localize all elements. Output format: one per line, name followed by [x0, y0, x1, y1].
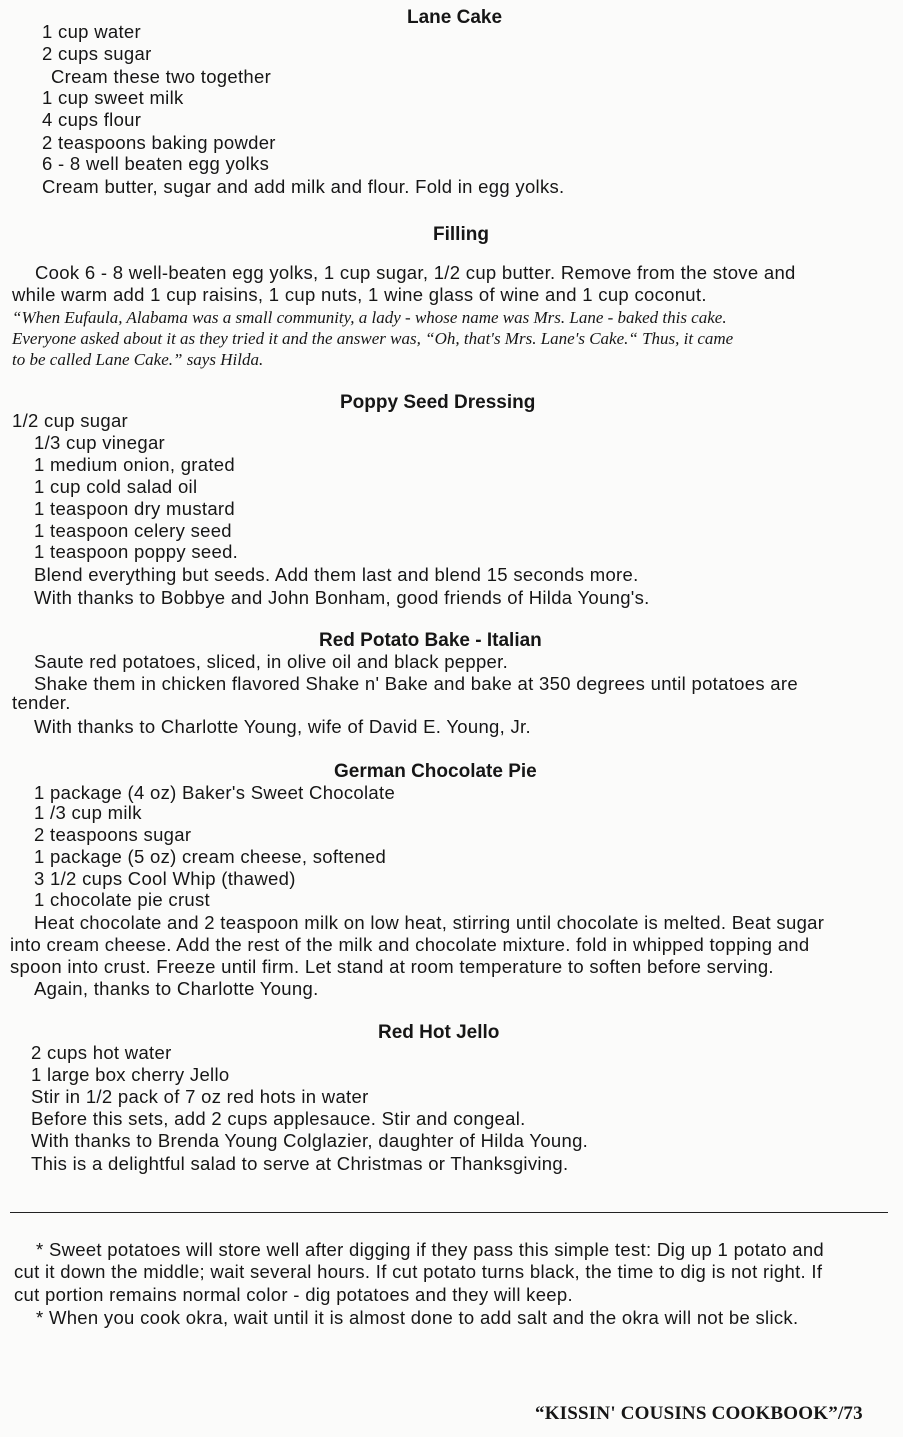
tip-line: cut it down the middle; wait several hours. If cut potato turns black, the time to dig is not right. If — [14, 1261, 823, 1282]
instruction-line: tender. — [12, 692, 71, 713]
instruction-line: Before this sets, add 2 cups applesauce. Stir and congeal. — [31, 1108, 526, 1129]
quote-line: Everyone asked about it as they tried it and the answer was, “Oh, that's Mrs. Lane's Cake.“ Thus, it came — [12, 329, 734, 348]
recipe-title-german-chocolate-pie: German Chocolate Pie — [334, 761, 537, 782]
ingredient-line: 1 package (4 oz) Baker's Sweet Chocolate — [34, 782, 396, 803]
ingredient-line: 1 cup cold salad oil — [34, 476, 198, 497]
tip-line: cut portion remains normal color - dig potatoes and they will keep. — [14, 1284, 573, 1305]
ingredient-line: 1 teaspoon poppy seed. — [34, 541, 239, 562]
ingredient-line: 6 - 8 well beaten egg yolks — [42, 153, 270, 174]
instruction-line: spoon into crust. Freeze until firm. Let stand at room temperature to soften before serving. — [10, 956, 774, 977]
instruction-line: Heat chocolate and 2 teaspoon milk on low heat, stirring until chocolate is melted. Beat sugar — [34, 912, 825, 933]
recipe-title-red-potato-bake: Red Potato Bake - Italian — [319, 630, 542, 651]
instruction-line: Shake them in chicken flavored Shake n' Bake and bake at 350 degrees until potatoes are — [34, 673, 798, 694]
recipe-title-filling: Filling — [433, 224, 489, 245]
ingredient-line: 3 1/2 cups Cool Whip (thawed) — [34, 868, 296, 889]
ingredient-line: 1 large box cherry Jello — [31, 1064, 230, 1085]
instruction-line: Cook 6 - 8 well-beaten egg yolks, 1 cup sugar, 1/2 cup butter. Remove from the stove and — [35, 262, 796, 283]
tip-line: * Sweet potatoes will store well after digging if they pass this simple test: Dig up 1 potato and — [36, 1239, 825, 1260]
instruction-line: Saute red potatoes, sliced, in olive oil and black pepper. — [34, 651, 509, 672]
quote-line: “When Eufaula, Alabama was a small community, a lady - whose name was Mrs. Lane - baked this cake. — [12, 308, 727, 327]
instruction-line: Stir in 1/2 pack of 7 oz red hots in water — [31, 1086, 369, 1107]
ingredient-line: 2 cups sugar — [42, 43, 152, 64]
recipe-title-poppy-seed-dressing: Poppy Seed Dressing — [340, 392, 536, 413]
instruction-line: Cream butter, sugar and add milk and flour. Fold in egg yolks. — [42, 176, 565, 197]
instruction-line: into cream cheese. Add the rest of the milk and chocolate mixture. fold in whipped topping and — [10, 934, 810, 955]
ingredient-line: 1 cup water — [42, 21, 141, 42]
recipe-title-lane-cake: Lane Cake — [407, 7, 503, 28]
ingredient-line: 1 package (5 oz) cream cheese, softened — [34, 846, 387, 867]
ingredient-line: 1 teaspoon dry mustard — [34, 498, 235, 519]
instruction-line: while warm add 1 cup raisins, 1 cup nuts, 1 wine glass of wine and 1 cup coconut. — [12, 284, 707, 305]
ingredient-line: 1/2 cup sugar — [12, 410, 129, 431]
credit-line: Again, thanks to Charlotte Young. — [34, 978, 319, 999]
ingredient-line: 1 chocolate pie crust — [34, 889, 210, 910]
section-divider — [10, 1212, 888, 1213]
ingredient-line: 4 cups flour — [42, 109, 142, 130]
ingredient-line: 2 teaspoons baking powder — [42, 132, 276, 153]
recipe-title-red-hot-jello: Red Hot Jello — [378, 1022, 500, 1043]
credit-line: With thanks to Brenda Young Colglazier, daughter of Hilda Young. — [31, 1130, 589, 1151]
tip-line: * When you cook okra, wait until it is almost done to add salt and the okra will not be slick. — [36, 1307, 799, 1328]
ingredient-line: 1 cup sweet milk — [42, 87, 184, 108]
ingredient-line: 1 medium onion, grated — [34, 454, 235, 475]
credit-line: With thanks to Charlotte Young, wife of David E. Young, Jr. — [34, 716, 531, 737]
ingredient-line: 1/3 cup vinegar — [34, 432, 166, 453]
ingredient-line: 2 teaspoons sugar — [34, 824, 192, 845]
ingredient-line: 1 teaspoon celery seed — [34, 520, 232, 541]
credit-line: With thanks to Bobbye and John Bonham, good friends of Hilda Young's. — [34, 587, 650, 608]
note-line: This is a delightful salad to serve at Christmas or Thanksgiving. — [31, 1153, 569, 1174]
ingredient-line: 1 /3 cup milk — [34, 802, 142, 823]
instruction-line: Cream these two together — [51, 66, 272, 87]
instruction-line: Blend everything but seeds. Add them last and blend 15 seconds more. — [34, 564, 639, 585]
ingredient-line: 2 cups hot water — [31, 1042, 172, 1063]
page-footer: “KISSIN' COUSINS COOKBOOK”/73 — [535, 1403, 863, 1424]
quote-line: to be called Lane Cake.” says Hilda. — [12, 350, 264, 369]
